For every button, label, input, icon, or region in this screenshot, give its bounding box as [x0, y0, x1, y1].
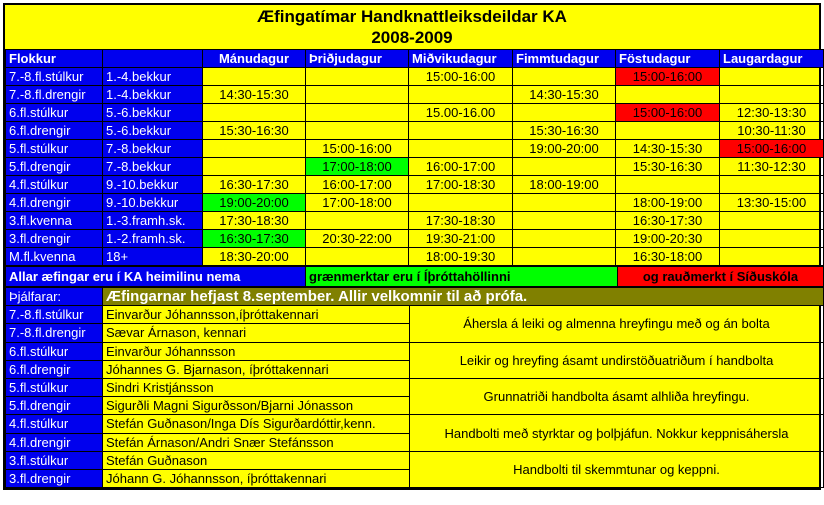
time-cell-monday: [203, 140, 306, 158]
time-cell-monday: 19:00-20:00: [203, 194, 306, 212]
group-name: 4.fl.drengir: [6, 194, 103, 212]
coach-name: Einvarður Jóhannsson,íþróttakennari: [103, 306, 410, 324]
header-group: Flokkur: [6, 50, 103, 68]
time-cell-monday: 17:30-18:30: [203, 212, 306, 230]
grade-level: 1.-4.bekkur: [103, 68, 203, 86]
time-cell-friday: 16:30-17:30: [616, 212, 720, 230]
coach-row: [6, 378, 824, 396]
time-cell-saturday: 12:30-13:30: [720, 104, 824, 122]
time-cell-thursday: [513, 194, 616, 212]
time-cell-thursday: 14:30-15:30: [513, 86, 616, 104]
title-line-1: Æfingatímar Handknattleiksdeildar KA: [257, 7, 567, 26]
header-tuesday: Þriðjudagur: [306, 50, 409, 68]
grade-level: 1.-4.bekkur: [103, 86, 203, 104]
time-cell-tuesday: [306, 122, 409, 140]
group-name: M.fl.kvenna: [6, 248, 103, 266]
time-cell-monday: 16:30-17:30: [203, 176, 306, 194]
time-cell-thursday: 18:00-19:00: [513, 176, 616, 194]
time-cell-friday: 19:00-20:30: [616, 230, 720, 248]
header-monday: Mánudagur: [203, 50, 306, 68]
time-cell-tuesday: [306, 86, 409, 104]
time-cell-monday: 16:30-17:30: [203, 230, 306, 248]
schedule-row: [6, 104, 824, 122]
coach-name: Sindri Kristjánsson: [103, 378, 410, 396]
legend-red: og rauðmerkt í Síðuskóla: [618, 267, 824, 287]
legend-row: [5, 266, 824, 287]
time-cell-saturday: 11:30-12:30: [720, 158, 824, 176]
header-friday: Föstudagur: [616, 50, 720, 68]
group-name: 6.fl.drengir: [6, 122, 103, 140]
time-cell-tuesday: [306, 104, 409, 122]
time-cell-saturday: [720, 68, 824, 86]
coach-row: [6, 451, 824, 469]
group-name: 3.fl.kvenna: [6, 212, 103, 230]
coach-group: 4.fl.stúlkur: [6, 415, 103, 433]
training-focus: Leikir og hreyfing ásamt undirstöðuatriðum í handbolta: [410, 342, 824, 378]
time-cell-thursday: [513, 230, 616, 248]
time-cell-thursday: 19:00-20:00: [513, 140, 616, 158]
time-cell-tuesday: 17:00-18:00: [306, 158, 409, 176]
coach-group: 6.fl.stúlkur: [6, 342, 103, 360]
time-cell-saturday: [720, 248, 824, 266]
header-grade: [103, 50, 203, 68]
training-focus: Handbolti með styrktar og þolþjáfun. Nokkur keppnisáhersla: [410, 415, 824, 451]
time-cell-tuesday: [306, 212, 409, 230]
coach-group: 3.fl.stúlkur: [6, 451, 103, 469]
training-focus: Grunnatriði handbolta ásamt alhliða hreyfingu.: [410, 378, 824, 414]
group-name: 5.fl.stúlkur: [6, 140, 103, 158]
time-cell-wednesday: [409, 140, 513, 158]
time-cell-wednesday: 18:00-19:30: [409, 248, 513, 266]
coach-name: Jóhann G. Jóhannsson, íþróttakennari: [103, 469, 410, 487]
time-cell-saturday: [720, 86, 824, 104]
grade-level: 1.-3.framh.sk.: [103, 212, 203, 230]
time-cell-wednesday: 16:00-17:00: [409, 158, 513, 176]
time-cell-friday: 15:30-16:30: [616, 158, 720, 176]
training-focus: Áhersla á leiki og almenna hreyfingu með og án bolta: [410, 306, 824, 342]
time-cell-tuesday: 16:00-17:00: [306, 176, 409, 194]
time-cell-saturday: [720, 176, 824, 194]
schedule-table: [5, 49, 824, 266]
grade-level: 1.-2.framh.sk.: [103, 230, 203, 248]
training-focus: Handbolti til skemmtunar og keppni.: [410, 451, 824, 487]
group-name: 5.fl.drengir: [6, 158, 103, 176]
schedule-row: [6, 176, 824, 194]
time-cell-monday: 14:30-15:30: [203, 86, 306, 104]
time-cell-friday: 14:30-15:30: [616, 140, 720, 158]
time-cell-tuesday: 17:00-18:00: [306, 194, 409, 212]
time-cell-saturday: 13:30-15:00: [720, 194, 824, 212]
time-cell-monday: [203, 68, 306, 86]
title-line-2: 2008-2009: [371, 28, 453, 47]
coach-name: Einvarður Jóhannsson: [103, 342, 410, 360]
grade-level: 9.-10.bekkur: [103, 176, 203, 194]
page-title: [5, 5, 819, 49]
coach-rows: [6, 306, 824, 488]
grade-level: 7.-8.bekkur: [103, 158, 203, 176]
header-wednesday: Miðvikudagur: [409, 50, 513, 68]
group-name: 4.fl.stúlkur: [6, 176, 103, 194]
coach-row: [6, 415, 824, 433]
time-cell-tuesday: [306, 248, 409, 266]
time-cell-wednesday: [409, 86, 513, 104]
coach-name: Sævar Árnason, kennari: [103, 324, 410, 342]
time-cell-friday: 15:00-16:00: [616, 68, 720, 86]
coach-row: [6, 342, 824, 360]
grade-level: 5.-6.bekkur: [103, 122, 203, 140]
coach-group: 3.fl.drengir: [6, 469, 103, 487]
header-saturday: Laugardagur: [720, 50, 824, 68]
group-name: 7.-8.fl.drengir: [6, 86, 103, 104]
time-cell-monday: 15:30-16:30: [203, 122, 306, 140]
time-cell-thursday: [513, 158, 616, 176]
time-cell-tuesday: 15:00-16:00: [306, 140, 409, 158]
schedule-rows: [6, 68, 824, 266]
time-cell-monday: 18:30-20:00: [203, 248, 306, 266]
schedule-row: [6, 212, 824, 230]
coach-group: 5.fl.stúlkur: [6, 378, 103, 396]
schedule-row: [6, 194, 824, 212]
time-cell-wednesday: 15.00-16.00: [409, 104, 513, 122]
time-cell-friday: 16:30-18:00: [616, 248, 720, 266]
time-cell-wednesday: 19:30-21:00: [409, 230, 513, 248]
time-cell-saturday: 10:30-11:30: [720, 122, 824, 140]
time-cell-monday: [203, 158, 306, 176]
header-thursday: Fimmtudagur: [513, 50, 616, 68]
group-name: 7.-8.fl.stúlkur: [6, 68, 103, 86]
grade-level: 18+: [103, 248, 203, 266]
coach-group: 7.-8.fl.drengir: [6, 324, 103, 342]
time-cell-tuesday: 20:30-22:00: [306, 230, 409, 248]
schedule-row: [6, 248, 824, 266]
grade-level: 5.-6.bekkur: [103, 104, 203, 122]
schedule-row: [6, 158, 824, 176]
coach-name: Sigurðli Magni Sigurðsson/Bjarni Jónasson: [103, 397, 410, 415]
coach-row: [6, 306, 824, 324]
time-cell-friday: [616, 86, 720, 104]
schedule-row: [6, 140, 824, 158]
time-cell-thursday: [513, 68, 616, 86]
time-cell-friday: 18:00-19:00: [616, 194, 720, 212]
time-cell-wednesday: 15:00-16:00: [409, 68, 513, 86]
schedule-sheet: [3, 3, 821, 490]
group-name: 6.fl.stúlkur: [6, 104, 103, 122]
time-cell-wednesday: 17:00-18:30: [409, 176, 513, 194]
legend-ka: Allar æfingar eru í KA heimilinu nema: [6, 267, 306, 287]
schedule-row: [6, 122, 824, 140]
time-cell-friday: [616, 176, 720, 194]
time-cell-thursday: [513, 212, 616, 230]
group-name: 3.fl.drengir: [6, 230, 103, 248]
coaches-table: [5, 287, 824, 488]
coach-name: Jóhannes G. Bjarnason, íþróttakennari: [103, 360, 410, 378]
time-cell-wednesday: 17:30-18:30: [409, 212, 513, 230]
time-cell-saturday: 15:00-16:00: [720, 140, 824, 158]
header-row: [6, 50, 824, 68]
announcement: Æfingarnar hefjast 8.september. Allir velkomnir til að prófa.: [103, 288, 824, 306]
coach-group: 6.fl.drengir: [6, 360, 103, 378]
legend-green: grænmerktar eru í Íþróttahöllinni: [306, 267, 618, 287]
schedule-row: [6, 68, 824, 86]
time-cell-friday: [616, 122, 720, 140]
coach-group: 4.fl.drengir: [6, 433, 103, 451]
schedule-row: [6, 86, 824, 104]
time-cell-monday: [203, 104, 306, 122]
time-cell-thursday: [513, 248, 616, 266]
time-cell-thursday: 15:30-16:30: [513, 122, 616, 140]
coach-group: 5.fl.drengir: [6, 397, 103, 415]
grade-level: 7.-8.bekkur: [103, 140, 203, 158]
coaches-label: Þjálfarar:: [6, 288, 103, 306]
time-cell-saturday: [720, 230, 824, 248]
time-cell-saturday: [720, 212, 824, 230]
coach-name: Stefán Árnason/Andri Snær Stefánsson: [103, 433, 410, 451]
time-cell-thursday: [513, 104, 616, 122]
time-cell-friday: 15:00-16:00: [616, 104, 720, 122]
grade-level: 9.-10.bekkur: [103, 194, 203, 212]
coach-name: Stefán Guðnason: [103, 451, 410, 469]
time-cell-wednesday: [409, 194, 513, 212]
schedule-row: [6, 230, 824, 248]
time-cell-tuesday: [306, 68, 409, 86]
time-cell-wednesday: [409, 122, 513, 140]
coach-name: Stefán Guðnason/Inga Dís Sigurðardóttir,kenn.: [103, 415, 410, 433]
coach-group: 7.-8.fl.stúlkur: [6, 306, 103, 324]
